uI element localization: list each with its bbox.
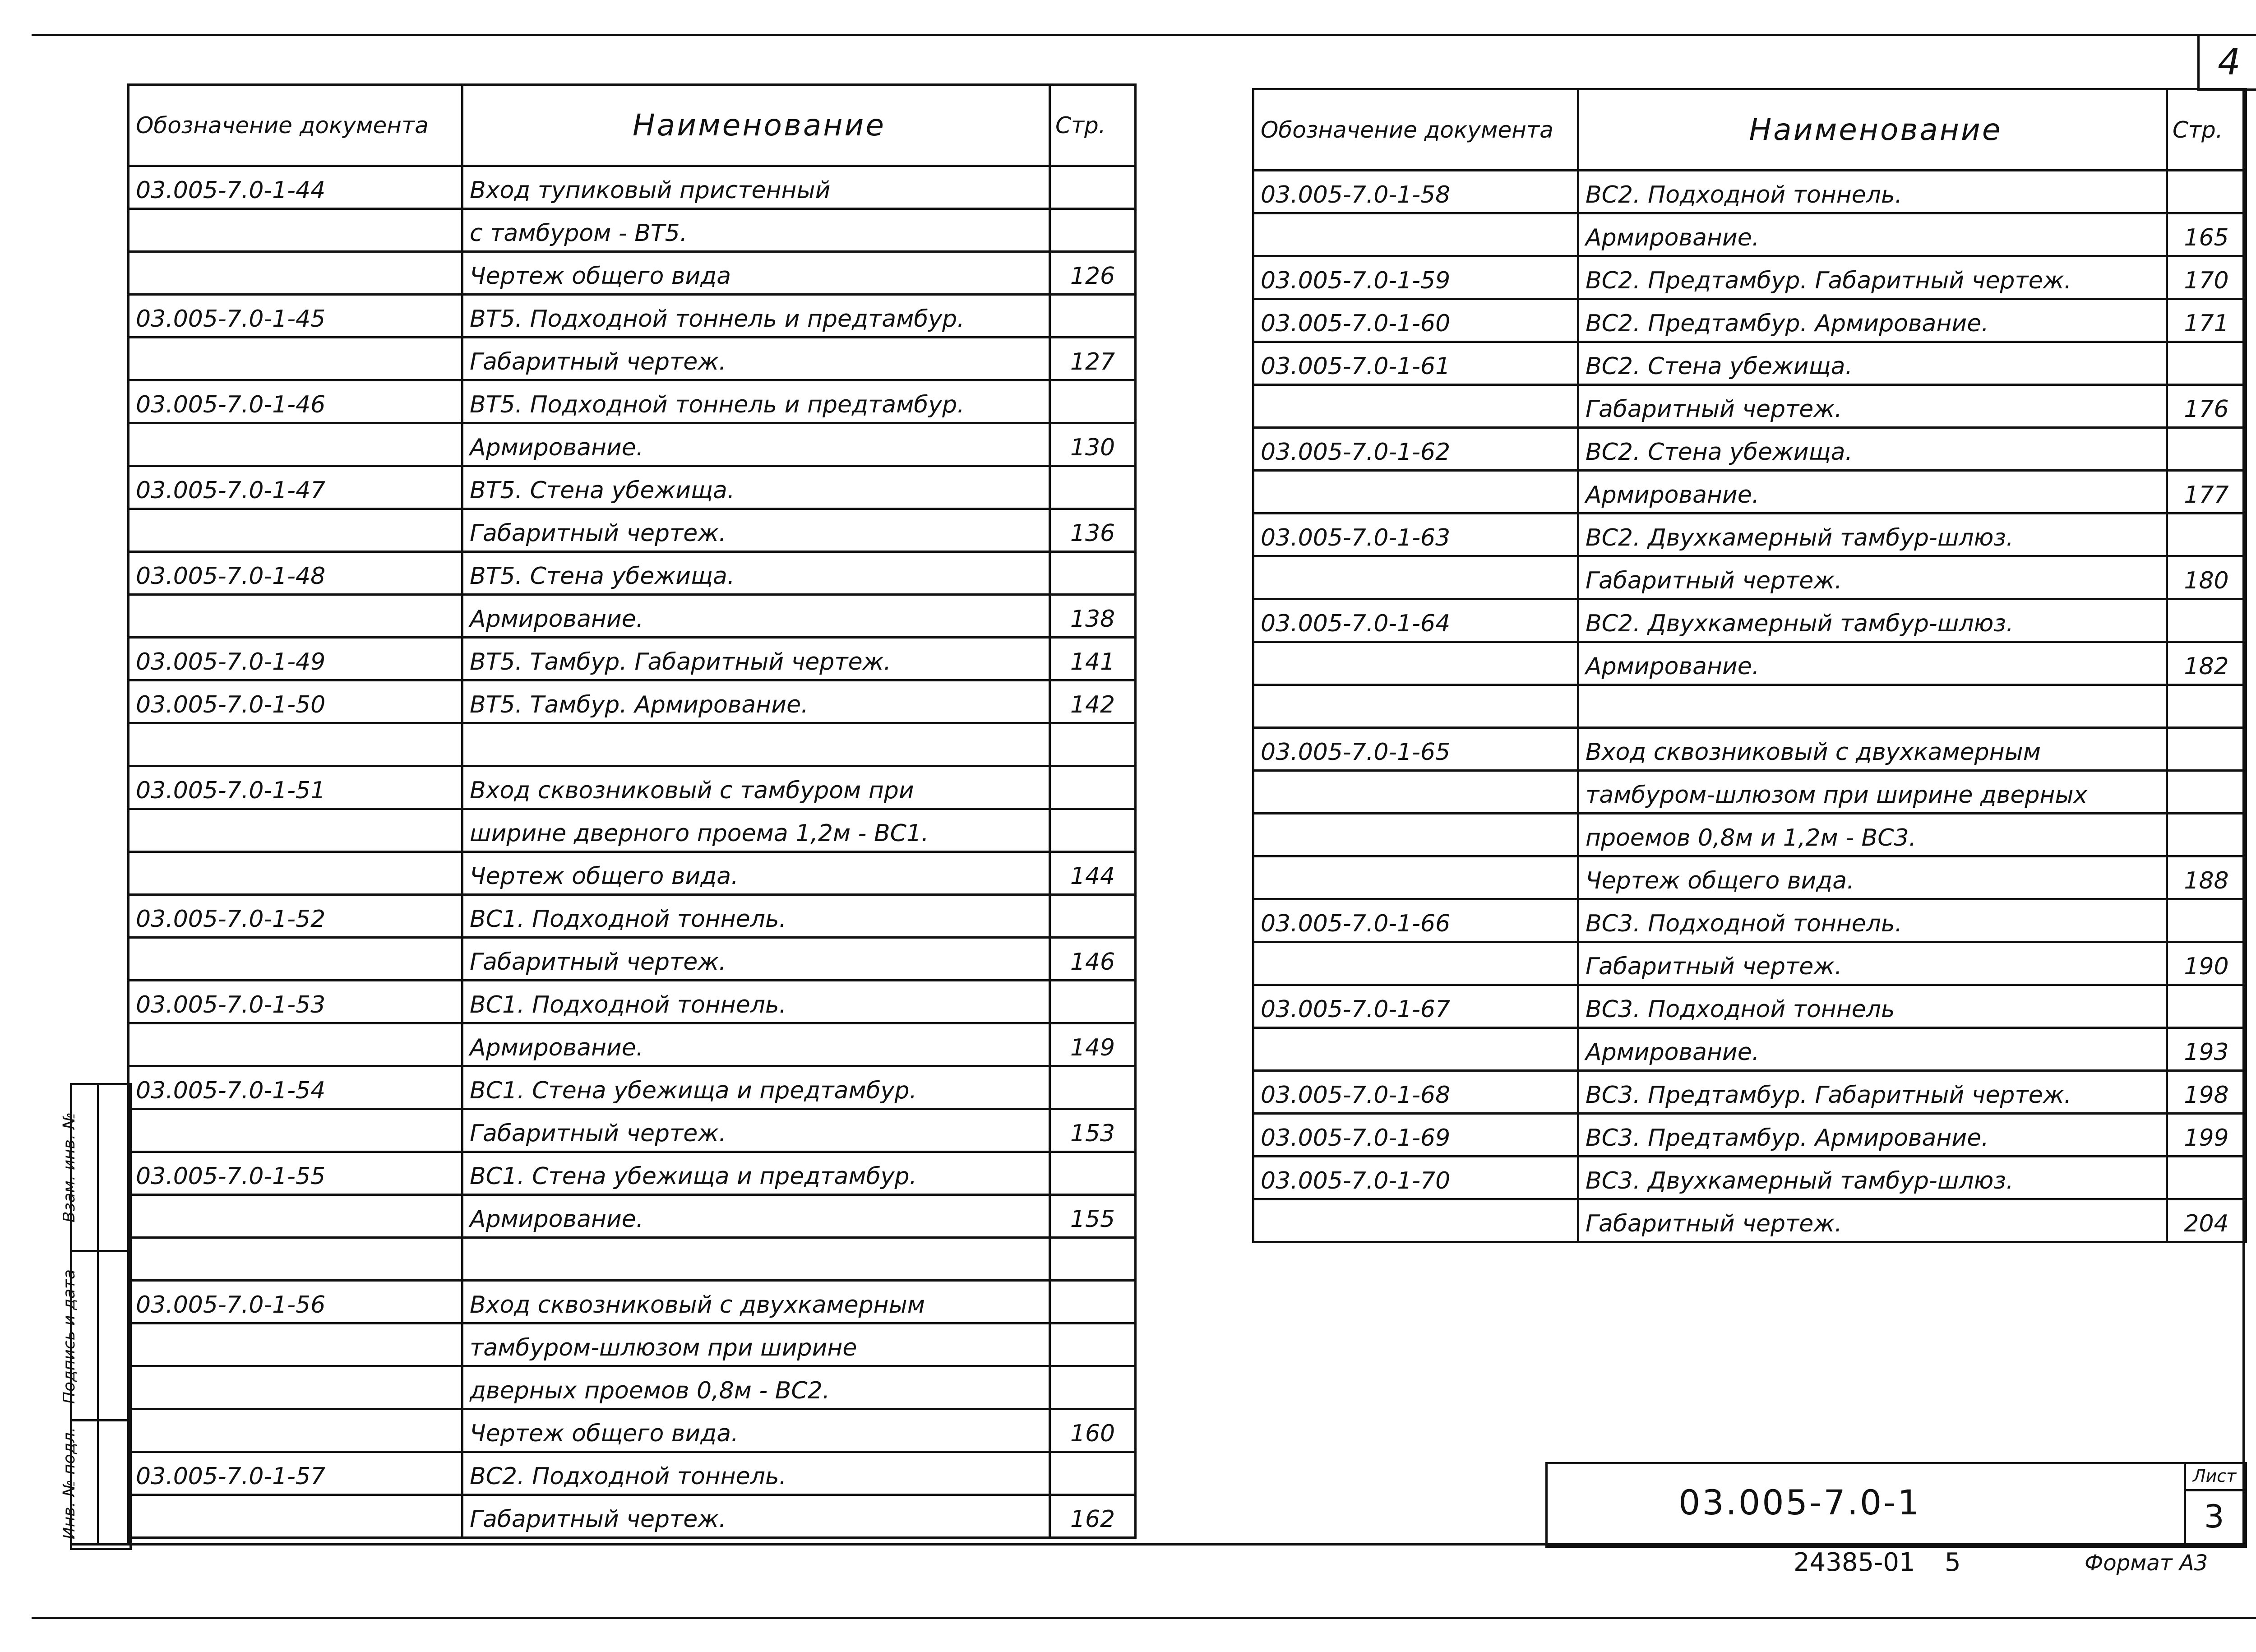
designation-cell: 03.005-7.0-1-66 xyxy=(1253,899,1578,942)
name-cell: Габаритный чертеж. xyxy=(462,938,1050,981)
designation-cell: 03.005-7.0-1-50 xyxy=(129,680,462,723)
document-code: 03.005-7.0-1 xyxy=(1678,1482,1921,1522)
name-cell: ВС3. Предтамбур. Габаритный чертеж. xyxy=(1578,1071,2167,1114)
col-header-designation: Обозначение документа xyxy=(1253,89,1578,171)
register-row xyxy=(1253,856,2246,899)
name-cell: ВС3. Предтамбур. Армирование. xyxy=(1578,1114,2167,1157)
register-row xyxy=(1253,1199,2246,1242)
register-row xyxy=(129,1152,1136,1195)
register-row xyxy=(129,423,1136,466)
register-row xyxy=(129,1238,1136,1281)
name-cell: с тамбуром - ВТ5. xyxy=(462,209,1050,252)
page-cell: 193 xyxy=(2167,1028,2246,1071)
designation-cell: 03.005-7.0-1-44 xyxy=(129,166,462,209)
page-cell: 144 xyxy=(1050,852,1136,895)
register-row xyxy=(129,209,1136,252)
page-cell: 171 xyxy=(2167,299,2246,342)
name-cell: ВТ5. Стена убежища. xyxy=(462,466,1050,509)
register-row xyxy=(1253,213,2246,256)
name-cell: ВС1. Стена убежища и предтамбур. xyxy=(462,1152,1050,1195)
name-cell: Армирование. xyxy=(462,423,1050,466)
copy-number: 5 xyxy=(1945,1548,1961,1577)
name-cell: ВС3. Подходной тоннель. xyxy=(1578,899,2167,942)
page-cell: 170 xyxy=(2167,256,2246,299)
name-cell: Армирование. xyxy=(1578,1028,2167,1071)
name-cell: Армирование. xyxy=(1578,642,2167,685)
designation-cell xyxy=(129,595,462,638)
inv-orig-label: Инв. № подл. xyxy=(60,1427,79,1540)
page-cell: 165 xyxy=(2167,213,2246,256)
page-number: 4 xyxy=(2218,41,2241,83)
format-label: Формат А3 xyxy=(2085,1550,2208,1576)
name-cell: ВТ5. Тамбур. Габаритный чертеж. xyxy=(462,638,1050,680)
title-block-divider xyxy=(2184,1462,2186,1543)
register-row xyxy=(129,1195,1136,1238)
sheet-label: Лист xyxy=(2193,1466,2237,1486)
designation-cell xyxy=(129,723,462,766)
top-border-line xyxy=(32,34,2256,36)
page-cell xyxy=(2167,171,2246,213)
designation-cell: 03.005-7.0-1-59 xyxy=(1253,256,1578,299)
page-cell: 136 xyxy=(1050,509,1136,552)
name-cell: ВС1. Стена убежища и предтамбур. xyxy=(462,1066,1050,1109)
designation-cell: 03.005-7.0-1-55 xyxy=(129,1152,462,1195)
name-cell: дверных проемов 0,8м - ВС2. xyxy=(462,1366,1050,1409)
designation-cell xyxy=(129,1495,462,1538)
register-row xyxy=(129,552,1136,595)
page-cell xyxy=(2167,685,2246,728)
designation-cell xyxy=(129,338,462,380)
page-cell: 130 xyxy=(1050,423,1136,466)
page-cell: 149 xyxy=(1050,1023,1136,1066)
register-row xyxy=(129,1066,1136,1109)
register-row xyxy=(129,981,1136,1023)
register-row xyxy=(1253,171,2246,213)
designation-cell xyxy=(129,1366,462,1409)
designation-cell xyxy=(129,1023,462,1066)
register-row xyxy=(1253,1028,2246,1071)
page-cell: 180 xyxy=(2167,556,2246,599)
page-cell xyxy=(2167,728,2246,771)
register-row xyxy=(129,338,1136,380)
name-cell: Габаритный чертеж. xyxy=(1578,385,2167,428)
designation-cell xyxy=(1253,942,1578,985)
register-row xyxy=(129,1366,1136,1409)
register-row xyxy=(129,1495,1136,1538)
register-row xyxy=(129,680,1136,723)
left-register-body xyxy=(129,166,1136,1538)
designation-cell xyxy=(1253,1199,1578,1242)
register-row xyxy=(1253,428,2246,471)
designation-cell xyxy=(1253,814,1578,856)
designation-cell: 03.005-7.0-1-68 xyxy=(1253,1071,1578,1114)
register-row xyxy=(129,509,1136,552)
col-header-designation: Обозначение документа xyxy=(129,85,462,166)
right-register-body xyxy=(1253,171,2246,1242)
register-row xyxy=(129,380,1136,423)
designation-cell xyxy=(1253,556,1578,599)
designation-cell xyxy=(1253,685,1578,728)
archive-number: 24385-01 xyxy=(1794,1548,1915,1577)
designation-cell: 03.005-7.0-1-51 xyxy=(129,766,462,809)
register-row xyxy=(1253,1114,2246,1157)
page-cell xyxy=(2167,899,2246,942)
designation-cell xyxy=(1253,471,1578,514)
name-cell: Габаритный чертеж. xyxy=(462,1495,1050,1538)
name-cell: Габаритный чертеж. xyxy=(462,509,1050,552)
page-cell: 198 xyxy=(2167,1071,2246,1114)
side-stamp-inner-line xyxy=(97,1083,99,1546)
designation-cell: 03.005-7.0-1-61 xyxy=(1253,342,1578,385)
page-cell: 182 xyxy=(2167,642,2246,685)
designation-cell: 03.005-7.0-1-54 xyxy=(129,1066,462,1109)
designation-cell xyxy=(129,1409,462,1452)
designation-cell xyxy=(1253,213,1578,256)
name-cell: ВТ5. Тамбур. Армирование. xyxy=(462,680,1050,723)
page-cell xyxy=(1050,981,1136,1023)
designation-cell xyxy=(129,1238,462,1281)
name-cell: Армирование. xyxy=(462,1023,1050,1066)
register-row xyxy=(1253,471,2246,514)
register-row xyxy=(129,938,1136,981)
name-cell: Армирование. xyxy=(462,1195,1050,1238)
register-row xyxy=(1253,728,2246,771)
name-cell: Чертеж общего вида. xyxy=(462,852,1050,895)
designation-cell: 03.005-7.0-1-56 xyxy=(129,1281,462,1323)
page-cell xyxy=(1050,1366,1136,1409)
page-cell xyxy=(1050,295,1136,338)
designation-cell: 03.005-7.0-1-57 xyxy=(129,1452,462,1495)
designation-cell: 03.005-7.0-1-65 xyxy=(1253,728,1578,771)
page-cell xyxy=(1050,809,1136,852)
name-cell: ВС1. Подходной тоннель. xyxy=(462,895,1050,938)
name-cell: Чертеж общего вида. xyxy=(1578,856,2167,899)
designation-cell: 03.005-7.0-1-62 xyxy=(1253,428,1578,471)
name-cell: Габаритный чертеж. xyxy=(1578,1199,2167,1242)
register-row xyxy=(129,895,1136,938)
register-row xyxy=(129,852,1136,895)
page-cell: 126 xyxy=(1050,252,1136,295)
col-header-page: Стр. xyxy=(2167,89,2246,171)
sign-date-label: Подпись и дата xyxy=(60,1269,79,1404)
register-row xyxy=(129,809,1136,852)
title-block-sheet-divider xyxy=(2184,1489,2245,1491)
designation-cell: 03.005-7.0-1-45 xyxy=(129,295,462,338)
page-cell xyxy=(2167,985,2246,1028)
name-cell: ВС2. Предтамбур. Армирование. xyxy=(1578,299,2167,342)
page-cell: 155 xyxy=(1050,1195,1136,1238)
page-cell: 190 xyxy=(2167,942,2246,985)
name-cell: Армирование. xyxy=(1578,471,2167,514)
page-cell: 146 xyxy=(1050,938,1136,981)
name-cell: ВС2. Подходной тоннель. xyxy=(1578,171,2167,213)
page-cell: 141 xyxy=(1050,638,1136,680)
designation-cell xyxy=(1253,1028,1578,1071)
register-row xyxy=(129,166,1136,209)
designation-cell xyxy=(1253,771,1578,814)
page-cell: 188 xyxy=(2167,856,2246,899)
designation-cell: 03.005-7.0-1-60 xyxy=(1253,299,1578,342)
col-header-name: Наименование xyxy=(1578,89,2167,171)
page-cell xyxy=(1050,1066,1136,1109)
designation-cell xyxy=(129,852,462,895)
register-row xyxy=(1253,685,2246,728)
page-cell: 160 xyxy=(1050,1409,1136,1452)
name-cell: ВС2. Предтамбур. Габаритный чертеж. xyxy=(1578,256,2167,299)
name-cell: ВС2. Подходной тоннель. xyxy=(462,1452,1050,1495)
register-row xyxy=(1253,256,2246,299)
register-row xyxy=(1253,385,2246,428)
designation-cell: 03.005-7.0-1-47 xyxy=(129,466,462,509)
register-row xyxy=(129,295,1136,338)
designation-cell: 03.005-7.0-1-52 xyxy=(129,895,462,938)
register-row xyxy=(129,595,1136,638)
register-row xyxy=(1253,771,2246,814)
designation-cell xyxy=(1253,856,1578,899)
name-cell: проемов 0,8м и 1,2м - ВС3. xyxy=(1578,814,2167,856)
bottom-border-line xyxy=(32,1617,2256,1619)
replace-inv-label: Взам. инв. № xyxy=(60,1112,79,1223)
page-cell: 199 xyxy=(2167,1114,2246,1157)
name-cell: ВС3. Двухкамерный тамбур-шлюз. xyxy=(1578,1157,2167,1199)
name-cell: Чертеж общего вида xyxy=(462,252,1050,295)
designation-cell xyxy=(1253,642,1578,685)
name-cell: Габаритный чертеж. xyxy=(462,1109,1050,1152)
register-row xyxy=(1253,814,2246,856)
name-cell: ВС2. Двухкамерный тамбур-шлюз. xyxy=(1578,599,2167,642)
register-row xyxy=(1253,1071,2246,1114)
name-cell: Вход тупиковый пристенный xyxy=(462,166,1050,209)
page-cell xyxy=(1050,380,1136,423)
register-row xyxy=(1253,642,2246,685)
name-cell: ВС1. Подходной тоннель. xyxy=(462,981,1050,1023)
name-cell: Вход сквозниковый с двухкамерным xyxy=(462,1281,1050,1323)
designation-cell: 03.005-7.0-1-63 xyxy=(1253,514,1578,556)
register-row xyxy=(1253,299,2246,342)
page-cell xyxy=(1050,1238,1136,1281)
register-row xyxy=(129,1109,1136,1152)
designation-cell xyxy=(129,209,462,252)
page-cell xyxy=(1050,552,1136,595)
designation-cell xyxy=(129,509,462,552)
designation-cell xyxy=(129,938,462,981)
name-cell: Габаритный чертеж. xyxy=(1578,942,2167,985)
page-cell: 153 xyxy=(1050,1109,1136,1152)
designation-cell xyxy=(129,1109,462,1152)
designation-cell xyxy=(1253,385,1578,428)
designation-cell: 03.005-7.0-1-58 xyxy=(1253,171,1578,213)
page-cell xyxy=(1050,466,1136,509)
name-cell: ширине дверного проема 1,2м - ВС1. xyxy=(462,809,1050,852)
page-cell xyxy=(1050,209,1136,252)
designation-cell xyxy=(129,809,462,852)
register-row xyxy=(129,1281,1136,1323)
name-cell: тамбуром-шлюзом при ширине дверных xyxy=(1578,771,2167,814)
register-row xyxy=(1253,514,2246,556)
page-cell: 177 xyxy=(2167,471,2246,514)
designation-cell: 03.005-7.0-1-64 xyxy=(1253,599,1578,642)
register-row xyxy=(129,638,1136,680)
page-cell xyxy=(2167,428,2246,471)
name-cell: ВТ5. Подходной тоннель и предтамбур. xyxy=(462,380,1050,423)
page-cell xyxy=(1050,1452,1136,1495)
page-cell xyxy=(1050,723,1136,766)
name-cell: ВС2. Двухкамерный тамбур-шлюз. xyxy=(1578,514,2167,556)
left-register-table xyxy=(127,83,1137,1539)
page-cell xyxy=(2167,814,2246,856)
name-cell: ВТ5. Подходной тоннель и предтамбур. xyxy=(462,295,1050,338)
page-cell xyxy=(1050,895,1136,938)
page-cell xyxy=(2167,1157,2246,1199)
name-cell: Вход сквозниковый с двухкамерным xyxy=(1578,728,2167,771)
register-row xyxy=(129,1323,1136,1366)
register-row xyxy=(129,723,1136,766)
name-cell: Габаритный чертеж. xyxy=(1578,556,2167,599)
sheet-number: 3 xyxy=(2204,1498,2224,1535)
register-row xyxy=(129,466,1136,509)
page-cell xyxy=(1050,166,1136,209)
register-row xyxy=(129,1409,1136,1452)
page-cell: 204 xyxy=(2167,1199,2246,1242)
name-cell: тамбуром-шлюзом при ширине xyxy=(462,1323,1050,1366)
designation-cell: 03.005-7.0-1-53 xyxy=(129,981,462,1023)
page-cell xyxy=(1050,1152,1136,1195)
register-row xyxy=(129,1023,1136,1066)
register-row xyxy=(1253,942,2246,985)
page-cell: 127 xyxy=(1050,338,1136,380)
name-cell xyxy=(462,723,1050,766)
name-cell: Вход сквозниковый с тамбуром при xyxy=(462,766,1050,809)
designation-cell: 03.005-7.0-1-48 xyxy=(129,552,462,595)
designation-cell xyxy=(129,1195,462,1238)
page-cell xyxy=(2167,342,2246,385)
page-cell xyxy=(1050,1281,1136,1323)
register-row xyxy=(129,766,1136,809)
designation-cell xyxy=(129,252,462,295)
designation-cell: 03.005-7.0-1-70 xyxy=(1253,1157,1578,1199)
col-header-page: Стр. xyxy=(1050,85,1136,166)
page-cell: 176 xyxy=(2167,385,2246,428)
name-cell: Габаритный чертеж. xyxy=(462,338,1050,380)
register-row xyxy=(1253,1157,2246,1199)
designation-cell: 03.005-7.0-1-46 xyxy=(129,380,462,423)
designation-cell xyxy=(129,423,462,466)
right-register-table xyxy=(1252,88,2247,1243)
name-cell xyxy=(1578,685,2167,728)
page-cell xyxy=(2167,514,2246,556)
register-row xyxy=(1253,556,2246,599)
page-cell: 142 xyxy=(1050,680,1136,723)
register-row xyxy=(1253,899,2246,942)
page-cell xyxy=(2167,599,2246,642)
name-cell: ВС3. Подходной тоннель xyxy=(1578,985,2167,1028)
register-row xyxy=(129,252,1136,295)
register-row xyxy=(1253,985,2246,1028)
page-cell xyxy=(2167,771,2246,814)
name-cell: ВС2. Стена убежища. xyxy=(1578,342,2167,385)
register-row xyxy=(1253,342,2246,385)
designation-cell xyxy=(129,1323,462,1366)
name-cell xyxy=(462,1238,1050,1281)
page-cell xyxy=(1050,766,1136,809)
designation-cell: 03.005-7.0-1-67 xyxy=(1253,985,1578,1028)
register-row xyxy=(129,1452,1136,1495)
designation-cell: 03.005-7.0-1-69 xyxy=(1253,1114,1578,1157)
col-header-name: Наименование xyxy=(462,85,1050,166)
page-cell: 162 xyxy=(1050,1495,1136,1538)
name-cell: ВТ5. Стена убежища. xyxy=(462,552,1050,595)
register-row xyxy=(1253,599,2246,642)
designation-cell: 03.005-7.0-1-49 xyxy=(129,638,462,680)
page-cell xyxy=(1050,1323,1136,1366)
page-cell: 138 xyxy=(1050,595,1136,638)
name-cell: Армирование. xyxy=(1578,213,2167,256)
name-cell: Чертеж общего вида. xyxy=(462,1409,1050,1452)
name-cell: ВС2. Стена убежища. xyxy=(1578,428,2167,471)
name-cell: Армирование. xyxy=(462,595,1050,638)
